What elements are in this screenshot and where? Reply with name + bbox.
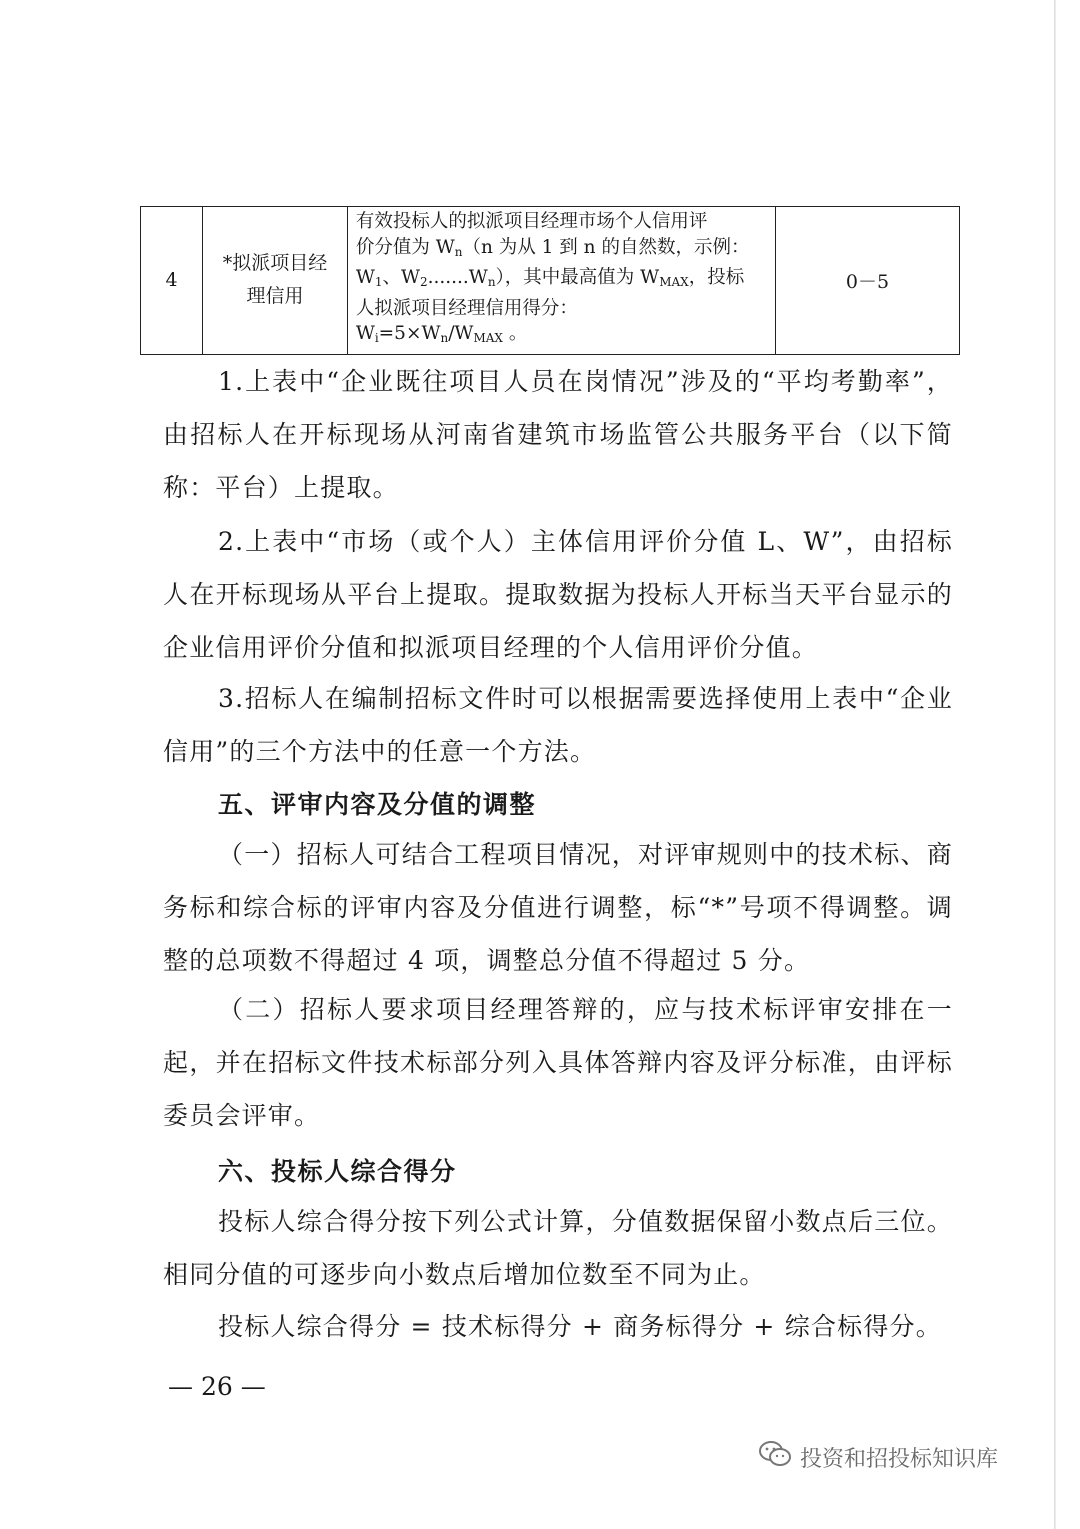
score-range: 0－5 bbox=[775, 207, 959, 355]
scoring-description: 有效投标人的拟派项目经理市场个人信用评 价分值为 $W_n(n$ 为从 1 到 n 的自然数，示例： $W_1$、$W_2.......W_n$），其中最高值为 $W_{MAX}$，投标 人拟派项目经理信用得分： $W_i=5\times W_n/W_{MAX}$ 。 bbox=[347, 207, 775, 355]
section-6-formula: 投标人综合得分 = 技术标得分 + 商务标得分 + 综合标得分。 bbox=[218, 1312, 942, 1341]
watermark bbox=[758, 1440, 998, 1474]
item-name: *拟派项目经 理信用 bbox=[203, 207, 348, 355]
note-3: 3.招标人在编制招标文件时可以根据需要选择使用上表中“企业信用”的三个方法中的任意一个方法。 bbox=[163, 684, 953, 766]
row-number: 4 bbox=[141, 207, 203, 355]
section-6-paragraph-1: 投标人综合得分按下列公式计算，分值数据保留小数点后三位。相同分值的可逐步向小数点后增加位数至不同为止。 bbox=[163, 1207, 953, 1289]
score-table bbox=[140, 206, 960, 355]
table-row bbox=[141, 207, 960, 355]
note-2: 2.上表中“市场（或个人）主体信用评价分值 L、W”，由招标人在开标现场从平台上提取。提取数据为投标人开标当天平台显示的企业信用评价分值和拟派项目经理的个人信用评价分值。 bbox=[163, 527, 953, 662]
watermark-text: 投资和招投标知识库 bbox=[800, 1446, 999, 1472]
note-1: 1.上表中“企业既往项目人员在岗情况”涉及的“平均考勤率”，由招标人在开标现场从河南省建筑市场监管公共服务平台（以下简称：平台）上提取。 bbox=[163, 367, 953, 502]
section-5-paragraph-1: （一）招标人可结合工程项目情况，对评审规则中的技术标、商务标和综合标的评审内容及分值进行调整，标“*”号项不得调整。调整的总项数不得超过 4 项，调整总分值不得超过 5 分。 bbox=[163, 840, 953, 975]
section-5-heading: 五、评审内容及分值的调整 bbox=[218, 790, 537, 819]
page-number: — 26 — bbox=[168, 1372, 266, 1401]
section-6-heading: 六、投标人综合得分 bbox=[218, 1157, 457, 1186]
wechat-icon bbox=[758, 1440, 792, 1474]
page-edge bbox=[1054, 0, 1056, 1529]
section-5-paragraph-2: （二）招标人要求项目经理答辩的，应与技术标评审安排在一起，并在招标文件技术标部分列入具体答辩内容及评分标准，由评标委员会评审。 bbox=[163, 995, 953, 1130]
